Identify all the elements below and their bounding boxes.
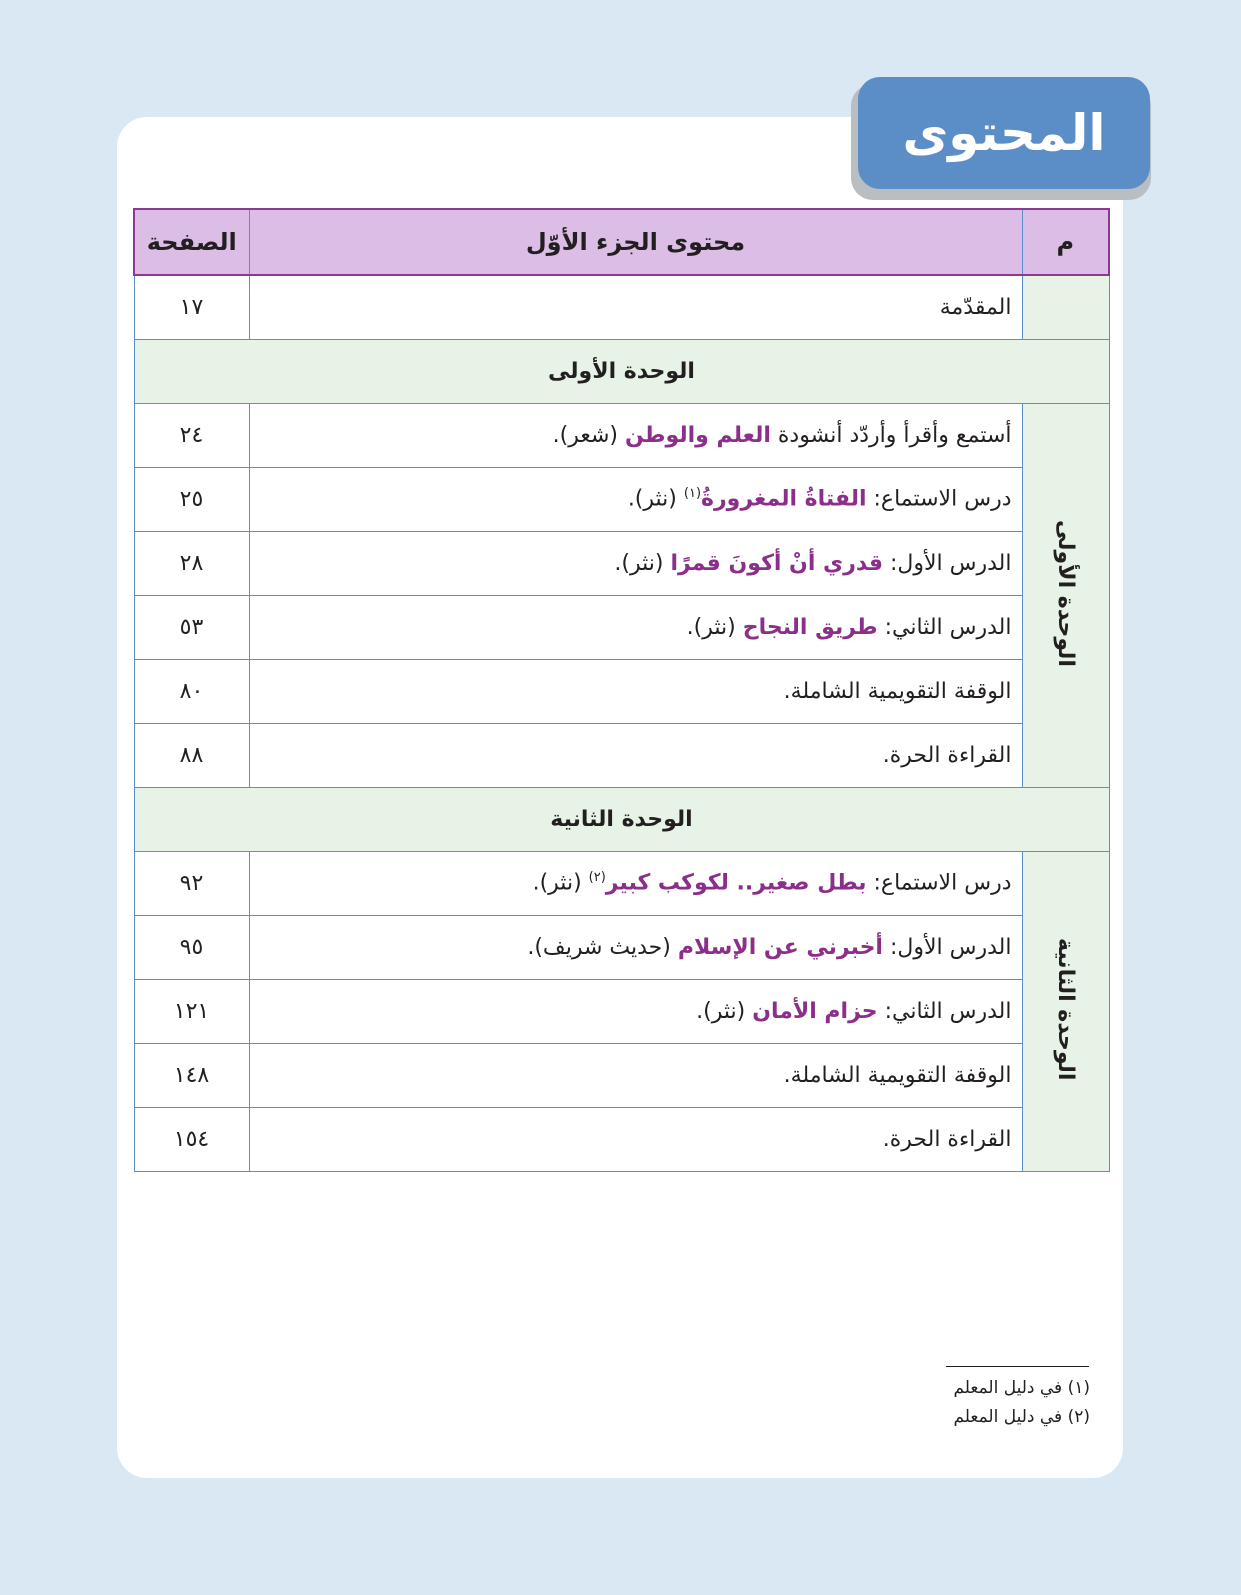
footnotes [900,1374,1090,1432]
lesson-title [249,403,1022,467]
page-number: ٩٢ [134,851,249,915]
page-number: ٢٥ [134,467,249,531]
page-number: ١٤٨ [134,1043,249,1107]
footnote-ref: (٢) [588,870,606,886]
page-number: ١٥٤ [134,1107,249,1171]
unit-header-row [134,339,1109,403]
lesson-title [249,1043,1022,1107]
unit-header-row [134,787,1109,851]
lesson-prefix: الدرس الأول: [882,934,1012,960]
lesson-title [249,1107,1022,1171]
table-row-intro [134,275,1109,339]
lesson-suffix: (نثر). [532,870,589,896]
lesson-prefix: الدرس الثاني: [877,998,1012,1024]
table-row [134,723,1109,787]
lesson-prefix: الدرس الأول: [882,550,1012,576]
table-row [134,531,1109,595]
unit-title: الوحدة الأولى [134,339,1109,403]
lesson-highlight: بطل صغير.. لكوكب كبير [605,870,867,896]
table-row [134,1043,1109,1107]
lesson-prefix: درس الاستماع: [866,870,1012,896]
lesson-prefix: الوقفة التقويمية الشاملة. [783,678,1012,704]
table-row [134,979,1109,1043]
lesson-prefix: الدرس الثاني: [877,614,1012,640]
lesson-suffix: (نثر). [696,998,753,1024]
table-row [134,659,1109,723]
page-number: ١٢١ [134,979,249,1043]
unit2-rows [134,851,1109,1171]
lesson-highlight: طريق النجاح [742,614,878,640]
page-number: ١٧ [134,275,249,339]
lesson-title [249,467,1022,531]
title-tab [858,77,1150,189]
lesson-title: المقدّمة [249,275,1022,339]
lesson-title [249,979,1022,1043]
page-number: ٢٨ [134,531,249,595]
lesson-prefix: درس الاستماع: [866,486,1012,512]
unit-vertical-label: الوحدة الثانية [1053,937,1078,1081]
lesson-title [249,851,1022,915]
table-row [134,851,1109,915]
header-m: م [1022,209,1109,275]
lesson-title [249,659,1022,723]
lesson-highlight: الفتاةُ المغرورةُ [701,486,867,512]
unit-vertical-label-cell [1022,851,1109,1171]
page-number: ٢٤ [134,403,249,467]
table-row [134,595,1109,659]
lesson-highlight: العلم والوطن [625,422,771,448]
lesson-suffix: (نثر). [627,486,684,512]
footnote: (٢) في دليل المعلم [953,1407,1090,1427]
header-page: الصفحة [134,209,249,275]
lesson-highlight: قدري أنْ أكونَ قمرًا [670,550,883,576]
table-header-row [134,209,1109,275]
lesson-suffix: (نثر). [614,550,671,576]
lesson-title [249,595,1022,659]
lesson-prefix: القراءة الحرة. [882,742,1012,768]
lesson-prefix: القراءة الحرة. [882,1126,1012,1152]
footnote-ref: (١) [683,486,702,502]
unit-title: الوحدة الثانية [134,787,1109,851]
table-row [134,403,1109,467]
unit-vertical-label: الوحدة الأولى [1053,519,1078,667]
footnote-divider [946,1366,1089,1367]
header-content: محتوى الجزء الأوّل [249,209,1022,275]
page-title: المحتوى [902,104,1106,162]
lesson-suffix: (نثر). [686,614,743,640]
table-row [134,1107,1109,1171]
lesson-title [249,531,1022,595]
lesson-suffix: (حديث شريف). [527,934,678,960]
lesson-prefix: الوقفة التقويمية الشاملة. [783,1062,1012,1088]
lesson-highlight: حزام الأمان [752,998,878,1024]
table-row [134,467,1109,531]
page-number: ٨٠ [134,659,249,723]
lesson-suffix: (شعر). [552,422,625,448]
unit-vertical-label-cell [1022,403,1109,787]
page-number: ٩٥ [134,915,249,979]
lesson-prefix: أستمع وأقرأ وأردّد أنشودة [770,422,1012,448]
table-row [134,915,1109,979]
page-number: ٥٣ [134,595,249,659]
footnote: (١) في دليل المعلم [953,1378,1090,1398]
lesson-highlight: أخبرني عن الإسلام [677,934,883,960]
unit1-rows [134,403,1109,787]
m-cell [1022,275,1109,339]
contents-table [133,208,1110,1172]
page-number: ٨٨ [134,723,249,787]
lesson-title [249,915,1022,979]
lesson-title [249,723,1022,787]
